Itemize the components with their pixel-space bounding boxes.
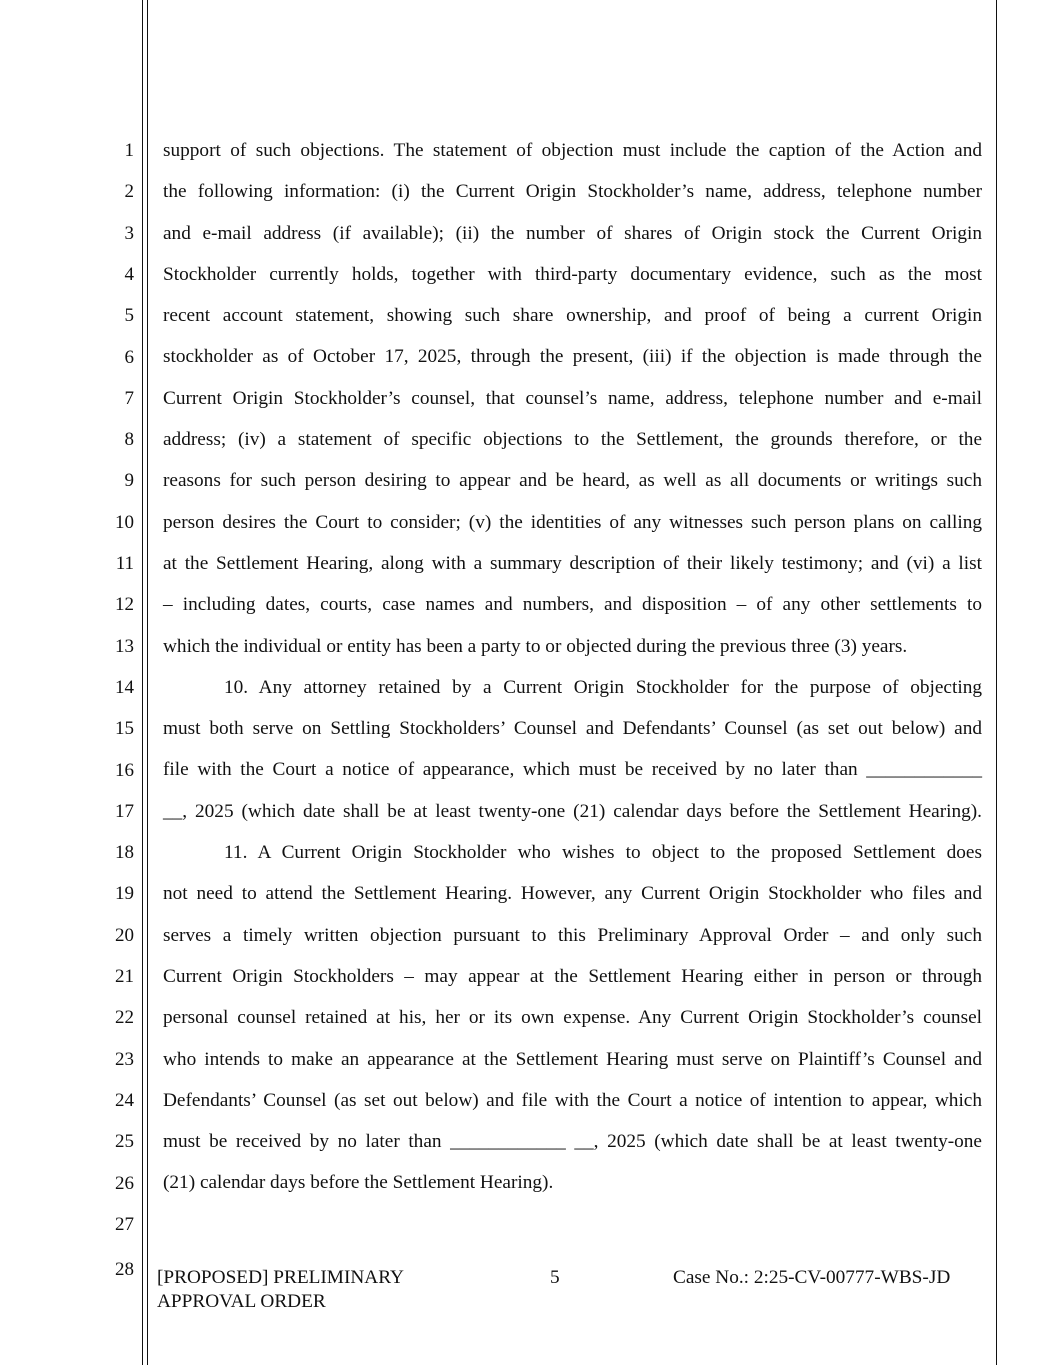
line-number: 15 bbox=[115, 718, 134, 740]
body-line: which the individual or entity has been a party to or objected during the previous three (3) years. bbox=[163, 635, 908, 657]
document-body bbox=[163, 130, 982, 1204]
body-line: (21) calendar days before the Settlement Hearing). bbox=[163, 1172, 554, 1194]
line-number: 26 bbox=[115, 1172, 134, 1194]
right-margin-rule bbox=[996, 0, 997, 1365]
footer-document-title: [PROPOSED] PRELIMINARY APPROVAL ORDER bbox=[157, 1267, 404, 1312]
body-line: the following information: (i) the Current Origin Stockholder’s name, address, telephone number bbox=[163, 181, 982, 203]
line-number: 28 bbox=[115, 1259, 134, 1280]
line-number: 9 bbox=[124, 470, 134, 492]
line-number: 12 bbox=[115, 594, 134, 616]
body-line: stockholder as of October 17, 2025, through the present, (iii) if the objection is made through the bbox=[163, 346, 982, 368]
body-line: not need to attend the Settlement Hearing. However, any Current Origin Stockholder who files and bbox=[163, 883, 982, 905]
body-line: file with the Court a notice of appearance, which must be received by no later than ____________ bbox=[163, 759, 982, 781]
body-line: Current Origin Stockholders – may appear at the Settlement Hearing either in person or through bbox=[163, 965, 982, 987]
line-number: 17 bbox=[115, 800, 134, 822]
line-number: 3 bbox=[124, 222, 134, 244]
line-number: 1 bbox=[124, 140, 134, 161]
body-line: who intends to make an appearance at the Settlement Hearing must serve on Plaintiff’s Counsel and bbox=[163, 1048, 982, 1070]
body-line: reasons for such person desiring to appear and be heard, as well as all documents or writings such bbox=[163, 470, 982, 492]
paragraph-10-start: 10. Any attorney retained by a Current Origin Stockholder for the purpose of objecting bbox=[224, 676, 982, 698]
line-number: 18 bbox=[115, 842, 134, 864]
line-number: 27 bbox=[115, 1213, 134, 1235]
line-number: 4 bbox=[124, 263, 134, 285]
body-line: at the Settlement Hearing, along with a summary description of their likely testimony; and (vi) a list bbox=[163, 552, 982, 574]
body-line: support of such objections. The statement of objection must include the caption of the Action and bbox=[163, 140, 982, 161]
body-line: recent account statement, showing such share ownership, and proof of being a current Origin bbox=[163, 305, 982, 327]
body-line: person desires the Court to consider; (v) the identities of any witnesses such person plans on calling bbox=[163, 511, 982, 533]
body-line: – including dates, courts, case names and numbers, and disposition – of any other settlements to bbox=[163, 594, 982, 616]
line-number: 13 bbox=[115, 635, 134, 657]
body-line: must be received by no later than ____________ __, 2025 (which date shall be at least twenty-one bbox=[163, 1131, 982, 1153]
body-line: and e-mail address (if available); (ii) the number of shares of Origin stock the Current Origin bbox=[163, 222, 982, 244]
paragraph-11-start: 11. A Current Origin Stockholder who wishes to object to the proposed Settlement does bbox=[224, 842, 982, 864]
line-number: 11 bbox=[115, 553, 134, 574]
line-number: 24 bbox=[115, 1089, 134, 1111]
line-number: 23 bbox=[115, 1048, 134, 1070]
body-line: serves a timely written objection pursuant to this Preliminary Approval Order – and only such bbox=[163, 924, 982, 946]
body-line: Current Origin Stockholder’s counsel, that counsel’s name, address, telephone number and e-mail bbox=[163, 387, 982, 409]
footer-page-number: 5 bbox=[550, 1267, 560, 1288]
line-number: 10 bbox=[115, 511, 134, 533]
line-number: 14 bbox=[115, 676, 134, 698]
body-line: Defendants’ Counsel (as set out below) and file with the Court a notice of intention to appear, which bbox=[163, 1089, 982, 1111]
line-number: 19 bbox=[115, 883, 134, 905]
line-number: 7 bbox=[124, 387, 134, 409]
body-line: address; (iv) a statement of specific objections to the Settlement, the grounds therefore, or the bbox=[163, 429, 982, 451]
left-margin-rule-outer bbox=[142, 0, 143, 1365]
line-number: 2 bbox=[124, 181, 134, 203]
body-line: personal counsel retained at his, her or its own expense. Any Current Origin Stockholder’s counsel bbox=[163, 1007, 982, 1029]
body-line: __, 2025 (which date shall be at least twenty-one (21) calendar days before the Settlement Hearing). bbox=[163, 800, 982, 822]
line-number: 6 bbox=[124, 346, 134, 368]
body-line: Stockholder currently holds, together with third-party documentary evidence, such as the most bbox=[163, 263, 982, 285]
footer-case-number: Case No.: 2:25-CV-00777-WBS-JD bbox=[673, 1267, 951, 1288]
line-number: 5 bbox=[124, 305, 134, 327]
body-line: must both serve on Settling Stockholders’ Counsel and Defendants’ Counsel (as set out below) and bbox=[163, 718, 982, 740]
line-number: 25 bbox=[115, 1131, 134, 1153]
line-number: 8 bbox=[124, 429, 134, 451]
line-number: 16 bbox=[115, 759, 134, 781]
left-margin-rule-inner bbox=[147, 0, 148, 1365]
line-number: 22 bbox=[115, 1007, 134, 1029]
line-number: 21 bbox=[115, 966, 134, 987]
line-number: 20 bbox=[115, 924, 134, 946]
